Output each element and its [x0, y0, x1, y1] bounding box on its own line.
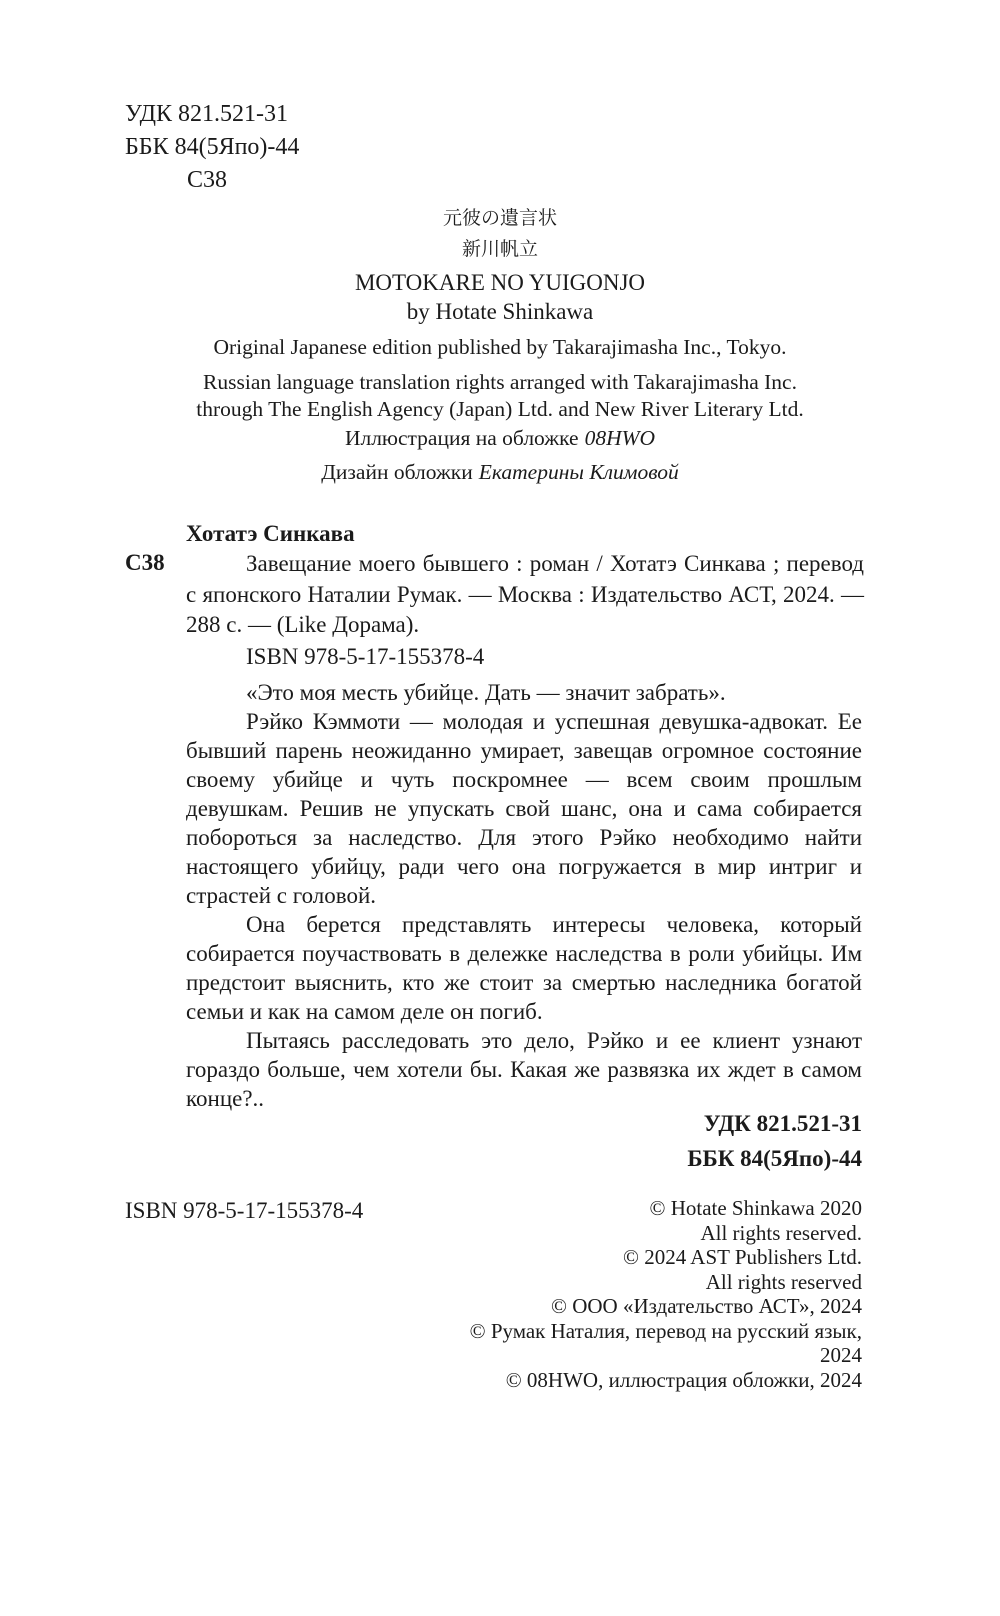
annotation-block [186, 678, 862, 1113]
design-credit-name: Екатерины Климовой [478, 460, 679, 484]
japanese-author: 新川帆立 [461, 239, 538, 260]
copyright-line: © 08HWO, иллюстрация обложки, 2024 [505, 1367, 862, 1392]
original-edition-note: Original Japanese edition published by Takarajimasha Inc., Tokyo. [213, 335, 787, 359]
top-classification-codes [125, 98, 299, 197]
bibliographic-record: Завещание моего бывшего : роман / Хотатэ Синкава ; перевод с японского Наталии Румак. — Москва : Издательство АСТ, 2024. — 288 с. — (Like Дорама). [186, 551, 864, 637]
translation-rights-line1: Russian language translation rights arranged with Takarajimasha Inc. [203, 370, 797, 394]
author-sign-margin: С38 [125, 550, 165, 575]
transliterated-title: MOTOKARE NO YUIGONJO [354, 270, 646, 295]
annotation-quote: «Это моя месть убийце. Дать — значит забрать». [246, 680, 726, 705]
bbk-code-top: ББК 84(5Япо)-44 [125, 134, 300, 160]
udk-code-bottom: УДК 821.521-31 [703, 1111, 862, 1136]
transliterated-author: by Hotate Shinkawa [406, 299, 594, 324]
bottom-classification-codes [0, 1106, 862, 1176]
copyright-line: © 2024 AST Publishers Ltd. [622, 1245, 862, 1269]
copyright-line: © Hotate Shinkawa 2020 [649, 1196, 862, 1220]
copyright-line: All rights reserved. [700, 1220, 862, 1245]
original-title-block [0, 203, 1000, 326]
cover-design-credit [0, 460, 1000, 485]
bbk-code-bottom: ББК 84(5Япо)-44 [687, 1146, 862, 1171]
copyright-line: All rights reserved [705, 1269, 862, 1294]
copyright-line: © Румак Наталия, перевод на русский язык, 2024 [469, 1318, 862, 1367]
cover-illustration-credit [0, 426, 1000, 451]
annotation-paragraph: Рэйко Кэммоти — молодая и успешная девушка-адвокат. Ее бывший парень неожиданно умирает, завещав огромное состояние своему убийце и чуть поскромнее — всем своим прошлым девушкам. Решив не упускать свой шанс, она и сама собирается побороться за наследство. Для этого Рэйко необходимо найти настоящего убийцу, ради чего она погружается в мир интриг и страстей с головой. [186, 709, 862, 908]
annotation-paragraph: Она берется представлять интересы человека, который собирается поучаствовать в дележке наследства в роли убийцы. Им предстоит выяснить, кто же стоит за смертью наследника богатой семьи и как на самом деле он погиб. [186, 912, 862, 1024]
author-sign-top: С38 [187, 167, 228, 193]
illustration-credit-name: 08HWO [584, 426, 656, 450]
udk-code-top: УДК 821.521-31 [125, 101, 288, 127]
isbn-record-line: ISBN 978-5-17-155378-4 [246, 644, 485, 669]
copyright-line: © ООО «Издательство АСТ», 2024 [551, 1294, 862, 1318]
translation-rights-note [0, 369, 1000, 423]
annotation-paragraph: Пытаясь расследовать это дело, Рэйко и ее клиент узнают гораздо больше, чем хотели бы. Какая же развязка их ждет в самом конце?.. [186, 1028, 862, 1111]
translation-rights-line2: through The English Agency (Japan) Ltd. and New River Literary Ltd. [196, 397, 804, 421]
copyright-block [460, 1196, 862, 1392]
illustration-credit-label: Иллюстрация на обложке [344, 426, 579, 450]
design-credit-label: Дизайн обложки [321, 460, 473, 484]
bibliographic-author: Хотатэ Синкава [186, 521, 355, 546]
japanese-title: 元彼の遺言状 [442, 208, 557, 229]
isbn-footer: ISBN 978-5-17-155378-4 [125, 1198, 364, 1223]
